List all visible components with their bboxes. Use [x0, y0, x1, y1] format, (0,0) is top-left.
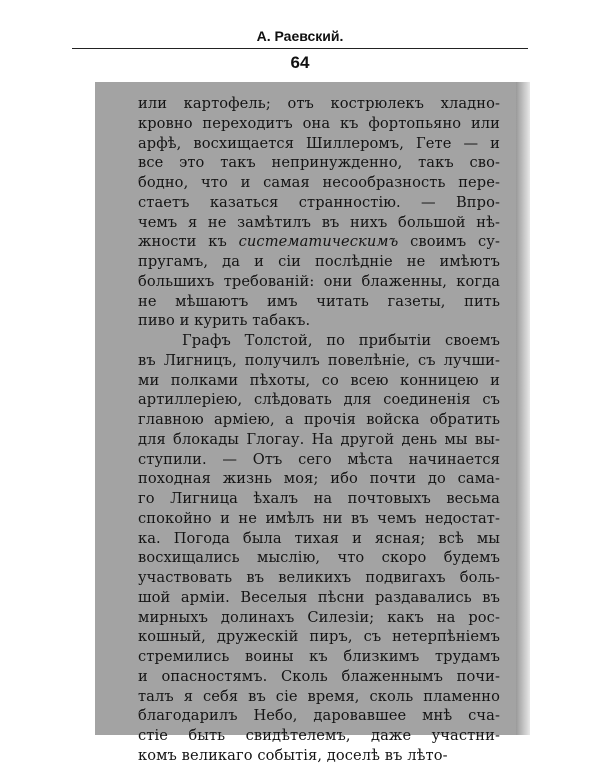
text-line: спокойно и не имѣлъ ни въ чемъ недостат- [138, 509, 500, 527]
text-line: пиво и курить табакъ. [138, 312, 311, 330]
text-line: мирныхъ долинахъ Силезіи; какъ на рос- [138, 608, 500, 626]
running-head-author: А. Раевский. [256, 28, 344, 44]
text-line: бодно, что и самая несообразность пере- [138, 174, 500, 191]
text-line: участвовать въ великихъ подвигахъ боль- [138, 569, 500, 586]
text-line: комъ великаго событія, доселѣ въ лѣто- [138, 746, 448, 764]
body-text [138, 94, 500, 766]
text-line: чемъ я не замѣтилъ въ нихъ большой нѣ- [138, 213, 500, 231]
page-number: 64 [290, 53, 310, 72]
text-line: Графъ Толстой, по прибытіи своемъ [182, 332, 500, 349]
text-line: шой арміи. Веселыя пѣсни раздавались въ [138, 588, 500, 606]
text-line: стаетъ казаться странностію. — Впро- [138, 193, 500, 211]
text-line: и опасностямъ. Сколь блаженнымъ почи- [138, 667, 500, 685]
text-line: стремились воины къ близкимъ трудамъ [138, 648, 500, 665]
text-line: большихъ требованій: они блаженны, когда [138, 272, 500, 290]
text-line [138, 232, 500, 252]
text-line: пругамъ, да и сіи послѣдніе не имѣютъ [138, 253, 500, 270]
text-line: или картофель; отъ кострюлекъ хладно- [138, 95, 500, 112]
text-line: кровно переходитъ она къ фортопьяно или [138, 114, 500, 132]
text-line: арфѣ, восхищается Шиллеромъ, Гете — и [138, 134, 500, 152]
text-line: стіе быть свидѣтелемъ, даже участни- [138, 727, 500, 744]
text-line: артиллеріею, слѣдовать для соединенія съ [138, 391, 500, 409]
text-line: походная жизнь моя; ибо почти до сама- [138, 470, 500, 488]
text-line: кошный, дружескій пиръ, съ нетерпѣніемъ [138, 628, 500, 646]
text-line: ми полками пѣхоты, со всею конницею и [138, 371, 500, 389]
text-line: талъ я себя въ сіе время, сколь пламенно [138, 687, 500, 705]
text-line: все это такъ непринужденно, такъ сво- [138, 154, 500, 172]
text-line: го Лигница ѣхалъ на почтовыхъ весьма [138, 490, 500, 507]
header-rule [72, 48, 528, 49]
text-line: ступили. — Отъ сего мѣста начинается [138, 450, 500, 468]
text-run: жности къ [138, 233, 239, 251]
text-run: своимъ су- [398, 233, 500, 251]
text-line: для блокады Глогау. На другой день мы вы- [138, 430, 500, 448]
text-line: восхищались мыслію, что скоро будемъ [138, 549, 500, 567]
text-line: благодарилъ Небо, даровавшее мнѣ сча- [138, 707, 500, 725]
text-line: ка. Погода была тихая и ясная; всѣ мы [138, 529, 500, 547]
text-line: въ Лигницъ, получилъ повелѣніе, съ лучши- [138, 351, 500, 369]
italic-emphasis: систематическимъ [238, 233, 399, 251]
scan-page-edge [516, 82, 530, 735]
text-line: главною арміею, а прочія войска обратить [138, 411, 500, 428]
text-line: не мѣшаютъ имъ читать газеты, пить [138, 292, 500, 310]
